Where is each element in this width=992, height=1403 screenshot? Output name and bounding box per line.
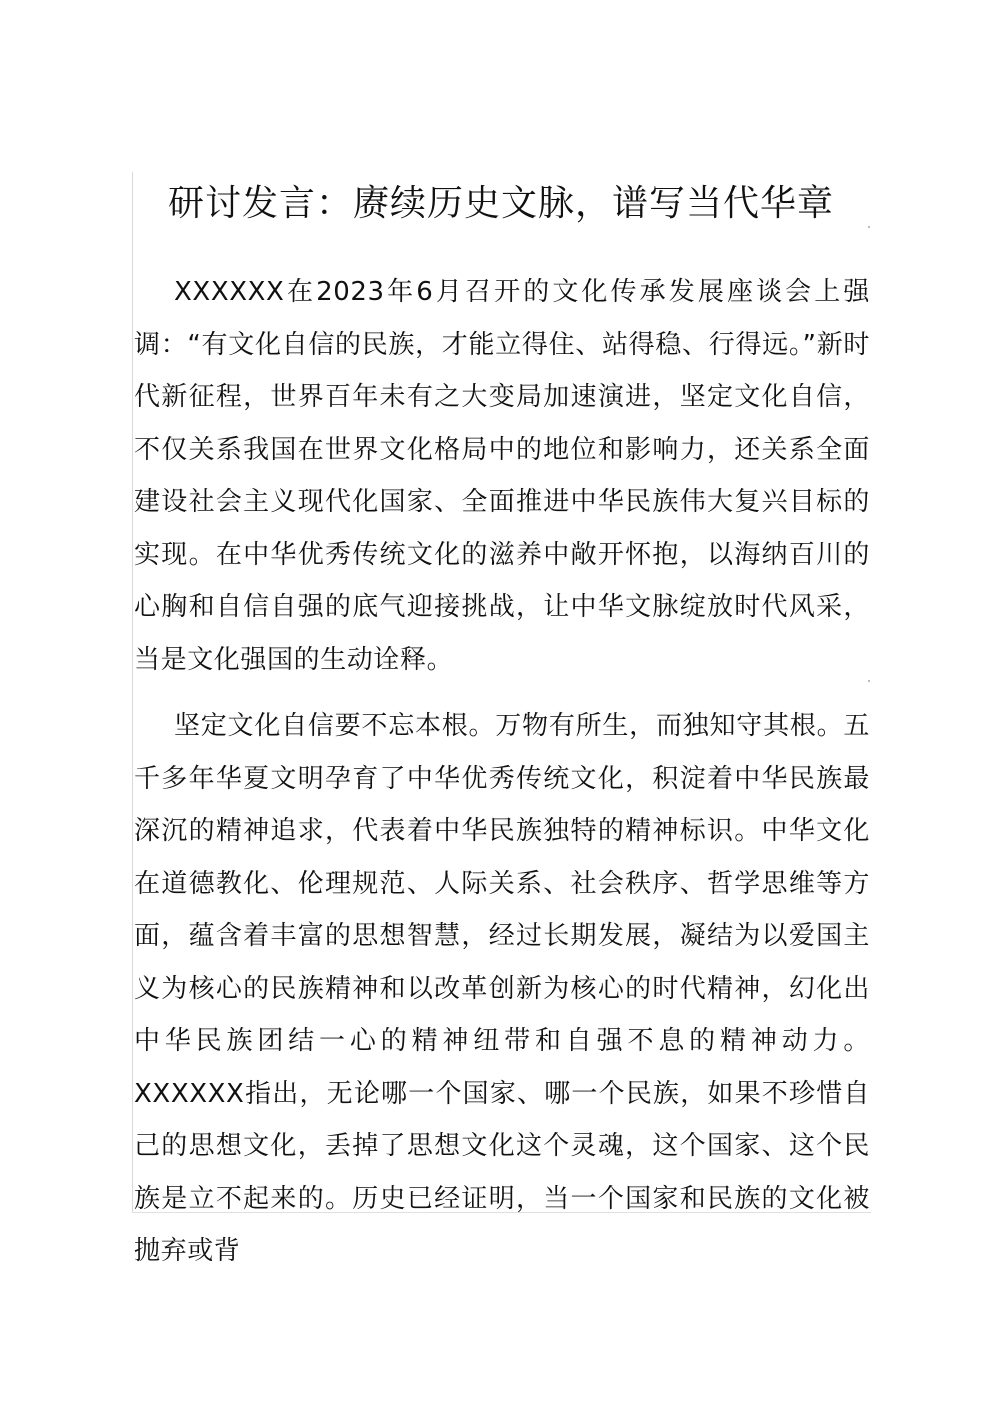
- document-body: [134, 266, 870, 1278]
- scan-speck: [868, 226, 870, 228]
- document-title: 研讨发言：赓续历史文脉，谱写当代华章: [167, 183, 834, 224]
- paragraph-2: 坚定文化自信要不忘本根。万物有所生，而独知守其根。五千多年华夏文明孕育了中华优秀传统文化，积淀着中华民族最深沉的精神追求，代表着中华民族独特的精神标识。中华文化在道德教化、伦理规范、人际关系、社会秩序、哲学思维等方面，蕴含着丰富的思想智慧，经过长期发展，凝结为以爱国主义为核心的民族精神和以改革创新为核心的时代精神，幻化出中华民族团结一心的精神纽带和自强不息的精神动力。XXXXXX指出，无论哪一个国家、哪一个民族，如果不珍惜自己的思想文化，丢掉了思想文化这个灵魂，这个国家、这个民族是立不起来的。历史已经证明，当一个国家和民族的文化被抛弃或背: [134, 711, 870, 1266]
- scan-speck: [868, 680, 870, 682]
- paragraph-1: XXXXXX在2023年6月召开的文化传承发展座谈会上强调：“有文化自信的民族，才能立得住、站得稳、行得远。”新时代新征程，世界百年未有之大变局加速演进，坚定文化自信，不仅关系我国在世界文化格局中的地位和影响力，还关系全面建设社会主义现代化国家、全面推进中华民族伟大复兴目标的实现。在中华优秀传统文化的滋养中敞开怀抱，以海纳百川的心胸和自信自强的底气迎接挑战，让中华文脉绽放时代风采，当是文化强国的生动诠释。: [134, 277, 870, 675]
